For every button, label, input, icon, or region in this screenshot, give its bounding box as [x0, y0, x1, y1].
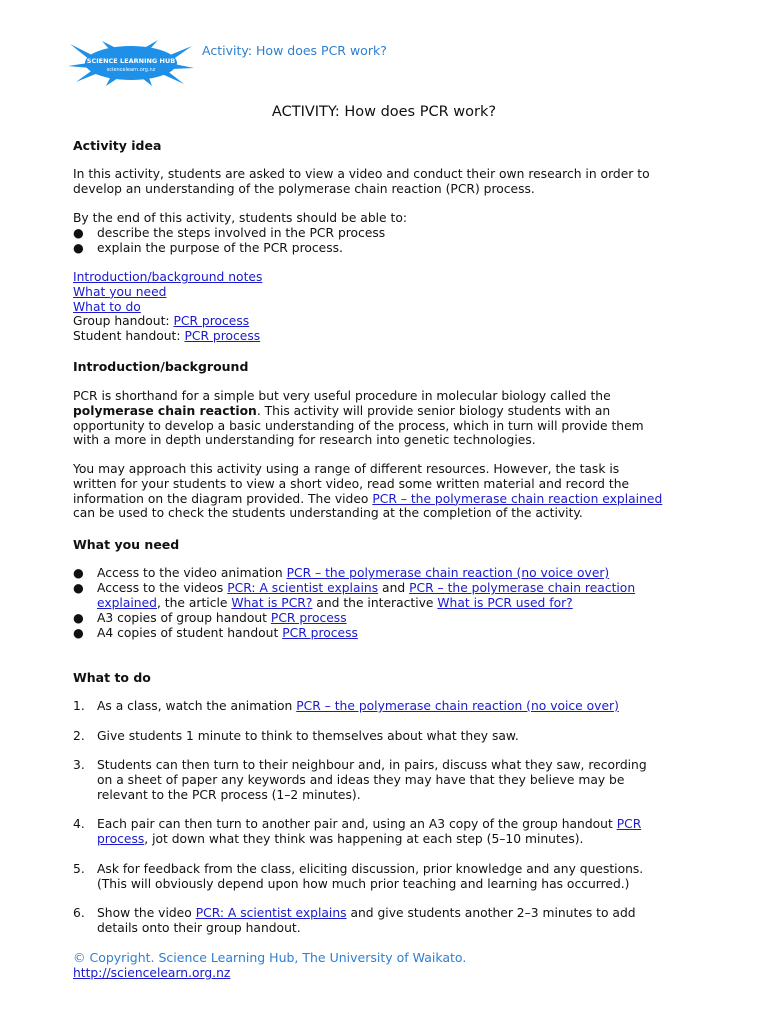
step4-handout-link[interactable]: PCR	[616, 817, 642, 831]
group-handout-link[interactable]: PCR process	[173, 314, 250, 329]
header-title: Activity: How does PCR work?	[202, 43, 387, 58]
scientist-explains-link[interactable]: PCR: A scientist explains	[227, 581, 379, 595]
todo-heading: What to do	[73, 670, 151, 685]
pcr-explained-link-cont[interactable]: explained	[97, 595, 157, 610]
intro-paragraph	[73, 389, 703, 448]
intro-heading: Introduction/background	[73, 359, 249, 374]
step6-scientist-link[interactable]: PCR: A scientist explains	[195, 906, 347, 920]
text-line: develop an understanding of the polymerase chain reaction (PCR) process.	[73, 181, 535, 196]
toc-link-need[interactable]: What you need	[73, 284, 167, 299]
outcomes-intro: By the end of this activity, students should be able to:	[73, 211, 408, 225]
toc-link-intro[interactable]: Introduction/background notes	[73, 270, 263, 284]
what-is-pcr-link[interactable]: What is PCR?	[231, 595, 313, 610]
activity-idea-paragraph	[73, 167, 703, 197]
text-line: PCR is shorthand for a simple but very useful procedure in molecular biology called the	[73, 389, 611, 403]
step4-handout-link-cont[interactable]: process	[97, 831, 145, 846]
footer-url-link[interactable]: http://sciencelearn.org.nz	[73, 966, 231, 980]
logo-line2: sciencelearn.org.nz	[106, 67, 156, 73]
text-line: with a more in depth understanding for research into genetic technologies.	[73, 433, 536, 448]
step1-animation-link[interactable]: PCR – the polymerase chain reaction (no voice over)	[296, 699, 619, 713]
science-learning-hub-logo	[66, 38, 196, 88]
toc-link-todo[interactable]: What to do	[73, 299, 141, 314]
toc	[73, 270, 703, 344]
bold-term: polymerase chain reaction	[73, 403, 257, 418]
document-title: ACTIVITY: How does PCR work?	[271, 104, 497, 120]
copyright-notice: © Copyright. Science Learning Hub, The University of Waikato.	[73, 950, 467, 965]
video-link-explained[interactable]: PCR – the polymerase chain reaction explained	[372, 491, 663, 506]
group-handout-label: Group handout:	[73, 314, 174, 329]
what-is-pcr-used-for-link[interactable]: What is PCR used for?	[437, 595, 573, 610]
text-line: can be used to check the students understanding at the completion of the activity.	[73, 506, 583, 521]
group-handout-link-2[interactable]: PCR process	[270, 611, 347, 625]
student-handout-label: Student handout:	[73, 329, 185, 344]
text-span: . This activity will provide senior biology students with an	[256, 403, 611, 418]
text-line: opportunity to develop a basic understanding of the process, which in turn will provide them	[73, 418, 644, 433]
activity-idea-heading: Activity idea	[73, 138, 162, 153]
text-line: In this activity, students are asked to view a video and conduct their own research in order to	[73, 167, 650, 181]
student-handout-link-2[interactable]: PCR process	[282, 626, 358, 640]
student-handout-link[interactable]: PCR process	[184, 329, 261, 344]
logo-line1: SCIENCE LEARNING HUB	[86, 57, 176, 65]
intro-paragraph-2	[73, 462, 703, 521]
animation-link[interactable]: PCR – the polymerase chain reaction (no voice over)	[286, 566, 610, 580]
text-span: information on the diagram provided. The video	[73, 491, 373, 506]
pcr-explained-link[interactable]: PCR – the polymerase chain reaction	[409, 581, 636, 595]
need-heading: What you need	[73, 537, 180, 552]
text-line: written for your students to view a short video, read some written material and record the	[73, 476, 630, 491]
text-line: You may approach this activity using a range of different resources. However, the task is	[73, 462, 620, 476]
